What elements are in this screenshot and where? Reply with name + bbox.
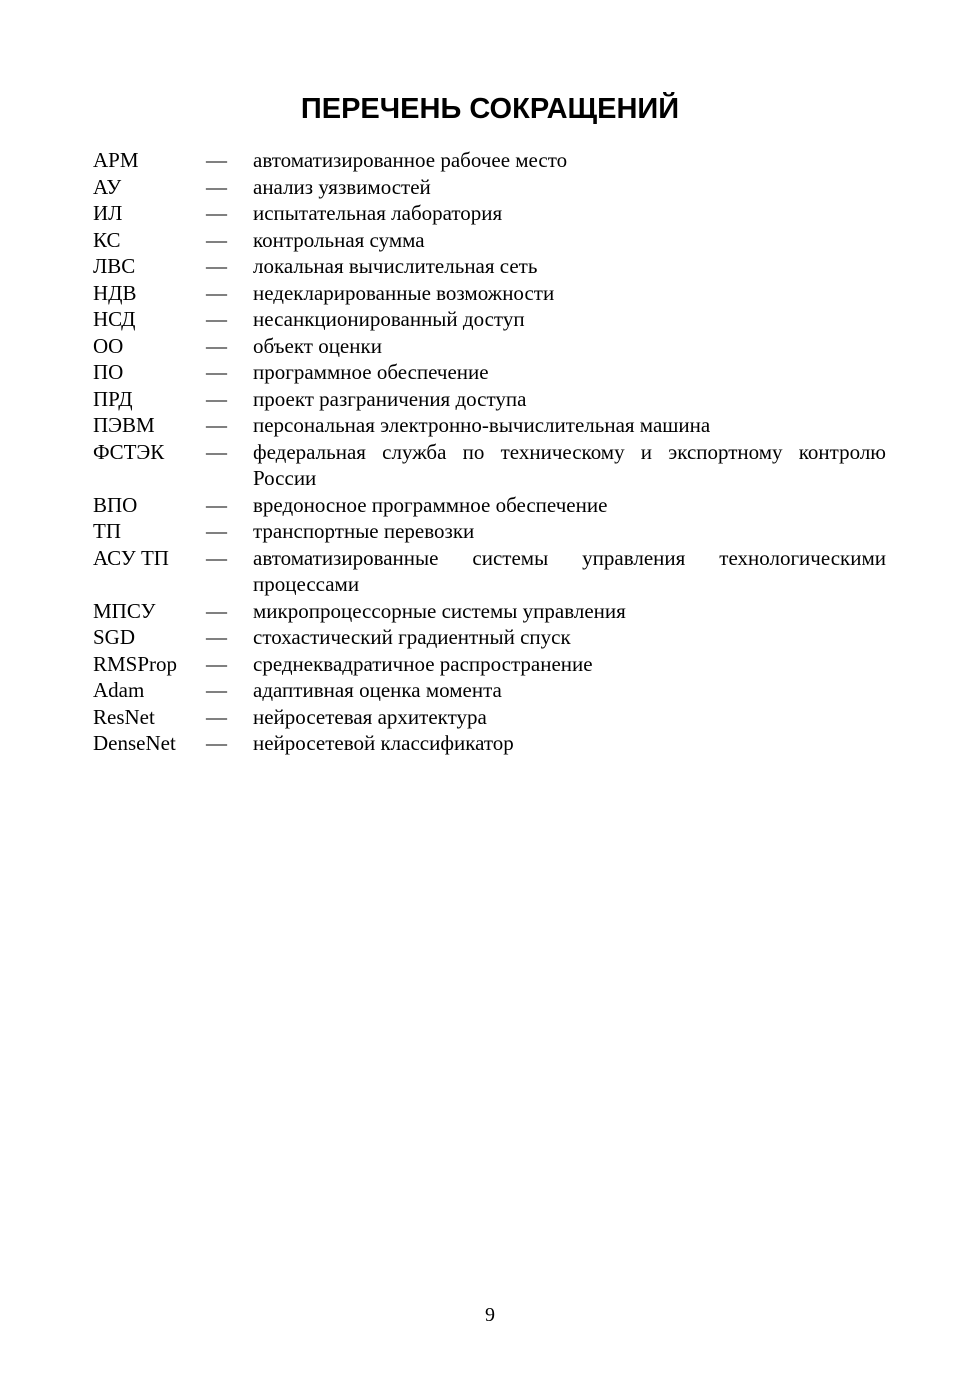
abbreviation-dash: — bbox=[206, 360, 227, 384]
abbreviation-dash: — bbox=[206, 678, 227, 702]
abbreviation-row-nsd bbox=[93, 306, 886, 333]
abbreviation-term: ЛВС bbox=[93, 254, 136, 278]
abbreviation-description: транспортные перевозки bbox=[253, 519, 475, 543]
abbreviation-row-oo bbox=[93, 333, 886, 360]
abbreviation-term: ТП bbox=[93, 519, 121, 543]
abbreviation-dash: — bbox=[206, 519, 227, 543]
abbreviation-dash: — bbox=[206, 413, 227, 437]
abbreviation-dash: — bbox=[206, 704, 227, 729]
abbreviation-dash: — bbox=[206, 307, 227, 331]
abbreviation-description: несанкционированный доступ bbox=[253, 307, 525, 331]
abbreviation-description: нейросетевой классификатор bbox=[253, 731, 514, 755]
abbreviation-dash: — bbox=[206, 254, 227, 278]
abbreviation-term: АРМ bbox=[93, 148, 139, 172]
abbreviation-dash: — bbox=[206, 333, 227, 358]
abbreviation-row-po bbox=[93, 359, 886, 386]
abbreviation-dash: — bbox=[206, 625, 227, 649]
abbreviation-description: испытательная лаборатория bbox=[253, 201, 503, 225]
abbreviation-row-fstek bbox=[93, 439, 886, 492]
page-title: ПЕРЕЧЕНЬ СОКРАЩЕНИЙ bbox=[300, 93, 680, 125]
abbreviation-row-lvs bbox=[93, 253, 886, 280]
abbreviation-description: автоматизированное рабочее место bbox=[253, 148, 568, 172]
abbreviation-term: АУ bbox=[93, 174, 122, 199]
abbreviation-term: ВПО bbox=[93, 492, 138, 517]
abbreviation-row-mpsu bbox=[93, 598, 886, 625]
abbreviation-term: ПЭВМ bbox=[93, 413, 155, 437]
abbreviation-term: DenseNet bbox=[93, 731, 176, 755]
abbreviation-description: среднеквадратичное распространение bbox=[253, 651, 593, 676]
abbreviation-dash: — bbox=[206, 598, 227, 623]
abbreviation-description: федеральная служба по техническому и экспортному контролю России bbox=[253, 439, 886, 490]
abbreviation-row-arm bbox=[93, 147, 886, 174]
abbreviation-description: проект разграничения доступа bbox=[253, 386, 527, 411]
abbreviation-description: контрольная сумма bbox=[253, 227, 425, 252]
abbreviation-dash: — bbox=[206, 280, 227, 305]
abbreviation-row-resnet bbox=[93, 704, 886, 731]
abbreviation-description: недекларированные возможности bbox=[253, 280, 555, 305]
abbreviation-row-asu-tp bbox=[93, 545, 886, 598]
abbreviation-term: АСУ ТП bbox=[93, 545, 169, 570]
abbreviation-list bbox=[93, 147, 886, 757]
abbreviation-term: МПСУ bbox=[93, 598, 156, 623]
abbreviation-dash: — bbox=[206, 386, 227, 411]
abbreviation-description: стохастический градиентный спуск bbox=[253, 625, 571, 649]
abbreviation-description: адаптивная оценка момента bbox=[253, 678, 502, 702]
abbreviation-description: автоматизированные системы управления технологическими процессами bbox=[253, 545, 886, 596]
abbreviation-dash: — bbox=[206, 545, 227, 570]
abbreviation-dash: — bbox=[206, 439, 227, 464]
abbreviation-description: объект оценки bbox=[253, 333, 382, 358]
abbreviation-term: SGD bbox=[93, 625, 136, 649]
abbreviation-term: НСД bbox=[93, 307, 136, 331]
abbreviation-row-sgd bbox=[93, 624, 886, 651]
abbreviation-term: ОО bbox=[93, 333, 124, 358]
abbreviation-description: нейросетевая архитектура bbox=[253, 704, 487, 729]
abbreviation-dash: — bbox=[206, 731, 227, 755]
abbreviation-row-au bbox=[93, 174, 886, 201]
abbreviation-term: ResNet bbox=[93, 704, 155, 729]
abbreviation-row-tp bbox=[93, 518, 886, 545]
abbreviation-description: анализ уязвимостей bbox=[253, 174, 431, 199]
abbreviation-dash: — bbox=[206, 227, 227, 252]
abbreviation-row-il bbox=[93, 200, 886, 227]
abbreviation-term: RMSProp bbox=[93, 651, 178, 676]
abbreviation-term: ИЛ bbox=[93, 201, 123, 225]
abbreviation-row-ndv bbox=[93, 280, 886, 307]
abbreviation-dash: — bbox=[206, 201, 227, 225]
abbreviation-dash: — bbox=[206, 651, 227, 676]
abbreviation-row-vpo bbox=[93, 492, 886, 519]
abbreviation-row-adam bbox=[93, 677, 886, 704]
abbreviation-description: микропроцессорные системы управления bbox=[253, 598, 626, 623]
abbreviation-term: ПО bbox=[93, 360, 124, 384]
abbreviation-row-pevm bbox=[93, 412, 886, 439]
abbreviation-term: ПРД bbox=[93, 386, 133, 411]
abbreviation-description: вредоносное программное обеспечение bbox=[253, 492, 608, 517]
page-number: 9 bbox=[485, 1304, 495, 1326]
abbreviation-term: Adam bbox=[93, 678, 145, 702]
abbreviation-term: КС bbox=[93, 227, 121, 252]
abbreviation-row-prd bbox=[93, 386, 886, 413]
abbreviation-row-ks bbox=[93, 227, 886, 254]
abbreviation-row-rmsprop bbox=[93, 651, 886, 678]
abbreviation-dash: — bbox=[206, 492, 227, 517]
abbreviation-description: локальная вычислительная сеть bbox=[253, 254, 538, 278]
abbreviation-dash: — bbox=[206, 174, 227, 199]
abbreviation-term: ФСТЭК bbox=[93, 439, 165, 464]
abbreviation-term: НДВ bbox=[93, 280, 137, 305]
abbreviation-description: персональная электронно-вычислительная машина bbox=[253, 413, 711, 437]
abbreviation-row-densenet bbox=[93, 730, 886, 757]
abbreviation-dash: — bbox=[206, 148, 227, 172]
abbreviation-description: программное обеспечение bbox=[253, 360, 489, 384]
